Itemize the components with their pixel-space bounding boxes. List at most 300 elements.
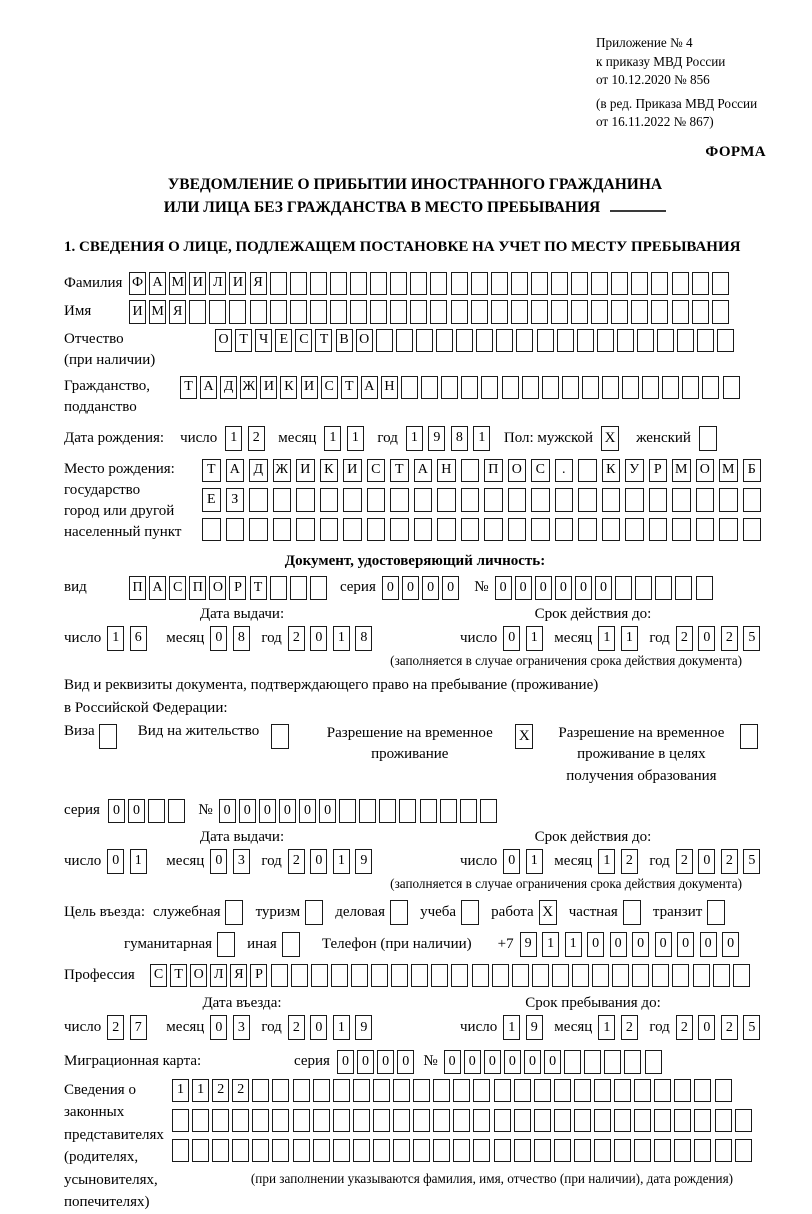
form-cell[interactable] <box>431 964 448 988</box>
form-cell[interactable] <box>433 1109 450 1133</box>
form-cell[interactable] <box>330 272 347 296</box>
form-cell[interactable] <box>514 1079 531 1103</box>
form-cell[interactable]: Т <box>390 459 409 483</box>
form-cell[interactable]: 1 <box>324 426 341 451</box>
form-cell[interactable]: 6 <box>130 626 147 651</box>
form-cell[interactable] <box>582 376 599 400</box>
form-cell[interactable] <box>436 329 453 353</box>
form-cell[interactable] <box>148 799 165 823</box>
form-cell[interactable] <box>413 1139 430 1163</box>
form-cell[interactable] <box>694 1079 711 1103</box>
form-cell[interactable] <box>291 964 308 988</box>
form-cell[interactable] <box>717 329 734 353</box>
form-cell[interactable] <box>604 1050 621 1074</box>
form-cell[interactable]: 9 <box>355 1015 372 1040</box>
form-cell[interactable]: А <box>361 376 378 400</box>
form-cell[interactable]: 2 <box>288 849 305 874</box>
form-cell[interactable] <box>168 799 185 823</box>
form-cell[interactable] <box>514 1109 531 1133</box>
form-cell[interactable] <box>707 900 725 925</box>
form-cell[interactable] <box>333 1139 350 1163</box>
form-cell[interactable]: 2 <box>676 626 693 651</box>
form-cell[interactable] <box>370 272 387 296</box>
form-cell[interactable] <box>564 1050 581 1074</box>
form-cell[interactable]: 0 <box>698 626 715 651</box>
form-cell[interactable]: 0 <box>722 932 739 957</box>
form-cell[interactable] <box>396 329 413 353</box>
form-cell[interactable] <box>451 272 468 296</box>
form-cell[interactable] <box>623 900 641 925</box>
form-cell[interactable]: Р <box>649 459 668 483</box>
form-cell[interactable]: И <box>229 272 246 296</box>
form-cell[interactable] <box>343 518 362 542</box>
form-cell[interactable]: 1 <box>503 1015 520 1040</box>
form-cell[interactable] <box>617 329 634 353</box>
form-cell[interactable]: 8 <box>451 426 468 451</box>
form-cell[interactable] <box>333 1109 350 1133</box>
form-cell[interactable]: С <box>150 964 167 988</box>
form-cell[interactable] <box>531 518 550 542</box>
form-cell[interactable]: О <box>215 329 232 353</box>
form-cell[interactable] <box>554 1109 571 1133</box>
form-cell[interactable] <box>229 300 246 324</box>
form-cell[interactable] <box>672 300 689 324</box>
form-cell[interactable]: Т <box>170 964 187 988</box>
form-cell[interactable] <box>697 329 714 353</box>
form-cell[interactable] <box>602 376 619 400</box>
form-cell[interactable] <box>451 964 468 988</box>
form-cell[interactable] <box>494 1079 511 1103</box>
form-cell[interactable] <box>202 518 221 542</box>
form-cell[interactable]: 1 <box>172 1079 189 1103</box>
form-cell[interactable] <box>674 1079 691 1103</box>
form-cell[interactable] <box>594 1109 611 1133</box>
form-cell[interactable] <box>410 272 427 296</box>
form-cell[interactable]: 1 <box>333 849 350 874</box>
form-cell[interactable] <box>614 1109 631 1133</box>
form-cell[interactable] <box>252 1109 269 1133</box>
form-cell[interactable] <box>272 1109 289 1133</box>
form-cell[interactable]: 0 <box>310 1015 327 1040</box>
form-cell[interactable] <box>272 1139 289 1163</box>
form-cell[interactable]: 2 <box>621 849 638 874</box>
form-cell[interactable] <box>635 576 652 600</box>
form-cell[interactable] <box>249 488 268 512</box>
form-cell[interactable] <box>440 799 457 823</box>
form-cell[interactable] <box>651 300 668 324</box>
form-cell[interactable] <box>574 1139 591 1163</box>
form-cell[interactable]: О <box>209 576 226 600</box>
form-cell[interactable]: С <box>169 576 186 600</box>
form-cell[interactable]: 0 <box>524 1050 541 1074</box>
form-cell[interactable]: 3 <box>233 849 250 874</box>
form-cell[interactable] <box>370 300 387 324</box>
form-cell[interactable] <box>649 518 668 542</box>
form-cell[interactable] <box>350 272 367 296</box>
form-cell[interactable] <box>551 300 568 324</box>
form-cell[interactable] <box>654 1109 671 1133</box>
form-cell[interactable]: М <box>719 459 738 483</box>
form-cell[interactable] <box>655 576 672 600</box>
form-cell[interactable] <box>672 964 689 988</box>
form-cell[interactable] <box>614 1139 631 1163</box>
form-cell[interactable] <box>511 300 528 324</box>
form-cell[interactable]: С <box>321 376 338 400</box>
form-cell[interactable]: 2 <box>621 1015 638 1040</box>
form-cell[interactable] <box>225 900 243 925</box>
form-cell[interactable] <box>421 376 438 400</box>
form-cell[interactable] <box>311 964 328 988</box>
form-cell[interactable] <box>740 724 758 749</box>
form-cell[interactable] <box>359 799 376 823</box>
form-cell[interactable] <box>390 488 409 512</box>
form-cell[interactable] <box>296 488 315 512</box>
form-cell[interactable]: И <box>260 376 277 400</box>
form-cell[interactable] <box>437 488 456 512</box>
form-cell[interactable]: 1 <box>542 932 559 957</box>
form-cell[interactable]: 0 <box>377 1050 394 1074</box>
form-cell[interactable] <box>712 272 729 296</box>
form-cell[interactable]: 0 <box>495 576 512 600</box>
form-cell[interactable]: З <box>226 488 245 512</box>
form-cell[interactable]: 0 <box>397 1050 414 1074</box>
form-cell[interactable]: А <box>414 459 433 483</box>
form-cell[interactable]: Л <box>209 272 226 296</box>
form-cell[interactable] <box>557 329 574 353</box>
form-cell[interactable] <box>723 376 740 400</box>
form-cell[interactable]: П <box>189 576 206 600</box>
form-cell[interactable]: С <box>295 329 312 353</box>
form-cell[interactable] <box>696 488 715 512</box>
form-cell[interactable] <box>390 272 407 296</box>
form-cell[interactable]: 0 <box>310 849 327 874</box>
form-cell[interactable] <box>373 1109 390 1133</box>
form-cell[interactable] <box>313 1109 330 1133</box>
form-cell[interactable] <box>492 964 509 988</box>
form-cell[interactable]: А <box>149 576 166 600</box>
form-cell[interactable] <box>212 1139 229 1163</box>
form-cell[interactable] <box>414 518 433 542</box>
form-cell[interactable]: 1 <box>347 426 364 451</box>
form-cell[interactable] <box>390 900 408 925</box>
form-cell[interactable]: 1 <box>598 626 615 651</box>
form-cell[interactable] <box>611 300 628 324</box>
form-cell[interactable] <box>273 518 292 542</box>
form-cell[interactable] <box>212 1109 229 1133</box>
form-cell[interactable] <box>555 488 574 512</box>
form-cell[interactable] <box>572 964 589 988</box>
form-cell[interactable] <box>473 1109 490 1133</box>
form-cell[interactable] <box>353 1079 370 1103</box>
form-cell[interactable]: Н <box>381 376 398 400</box>
form-cell[interactable]: 1 <box>565 932 582 957</box>
form-cell[interactable] <box>537 329 554 353</box>
form-cell[interactable] <box>453 1079 470 1103</box>
form-cell[interactable] <box>172 1109 189 1133</box>
form-cell[interactable]: 0 <box>544 1050 561 1074</box>
form-cell[interactable] <box>522 376 539 400</box>
form-cell[interactable] <box>719 518 738 542</box>
form-cell[interactable] <box>416 329 433 353</box>
form-cell[interactable]: 0 <box>632 932 649 957</box>
form-cell[interactable] <box>320 488 339 512</box>
form-cell[interactable] <box>282 932 300 957</box>
form-cell[interactable] <box>735 1139 752 1163</box>
form-cell[interactable] <box>484 518 503 542</box>
form-cell[interactable]: И <box>296 459 315 483</box>
form-cell[interactable] <box>290 576 307 600</box>
form-cell[interactable] <box>331 964 348 988</box>
form-cell[interactable]: Ж <box>240 376 257 400</box>
form-cell[interactable] <box>735 1109 752 1133</box>
form-cell[interactable] <box>460 799 477 823</box>
form-cell[interactable] <box>634 1079 651 1103</box>
form-cell[interactable]: 0 <box>555 576 572 600</box>
form-cell[interactable] <box>615 576 632 600</box>
form-cell[interactable] <box>290 300 307 324</box>
form-cell[interactable] <box>232 1139 249 1163</box>
form-cell[interactable]: К <box>280 376 297 400</box>
form-cell[interactable]: 0 <box>337 1050 354 1074</box>
form-cell[interactable] <box>594 1139 611 1163</box>
form-cell[interactable] <box>642 376 659 400</box>
form-cell[interactable] <box>674 1139 691 1163</box>
form-cell[interactable] <box>611 272 628 296</box>
form-cell[interactable]: X <box>601 426 619 451</box>
form-cell[interactable] <box>645 1050 662 1074</box>
form-cell[interactable]: И <box>189 272 206 296</box>
form-cell[interactable] <box>597 329 614 353</box>
form-cell[interactable] <box>350 300 367 324</box>
form-cell[interactable] <box>484 488 503 512</box>
form-cell[interactable]: 0 <box>299 799 316 823</box>
form-cell[interactable] <box>715 1109 732 1133</box>
form-cell[interactable]: 0 <box>503 626 520 651</box>
form-cell[interactable] <box>696 576 713 600</box>
form-cell[interactable] <box>433 1079 450 1103</box>
form-cell[interactable] <box>622 376 639 400</box>
form-cell[interactable] <box>702 376 719 400</box>
form-cell[interactable]: 0 <box>210 1015 227 1040</box>
form-cell[interactable] <box>471 300 488 324</box>
form-cell[interactable]: 0 <box>464 1050 481 1074</box>
form-cell[interactable] <box>476 329 493 353</box>
form-cell[interactable] <box>270 300 287 324</box>
form-cell[interactable] <box>453 1109 470 1133</box>
form-cell[interactable] <box>413 1109 430 1133</box>
form-cell[interactable]: 0 <box>698 1015 715 1040</box>
form-cell[interactable] <box>271 724 289 749</box>
form-cell[interactable] <box>414 488 433 512</box>
form-cell[interactable] <box>657 329 674 353</box>
form-cell[interactable] <box>675 576 692 600</box>
form-cell[interactable] <box>313 1079 330 1103</box>
form-cell[interactable] <box>651 272 668 296</box>
form-cell[interactable] <box>399 799 416 823</box>
form-cell[interactable] <box>481 376 498 400</box>
form-cell[interactable] <box>192 1139 209 1163</box>
form-cell[interactable] <box>554 1079 571 1103</box>
form-cell[interactable] <box>413 1079 430 1103</box>
form-cell[interactable]: О <box>696 459 715 483</box>
form-cell[interactable] <box>574 1079 591 1103</box>
form-cell[interactable]: 0 <box>610 932 627 957</box>
form-cell[interactable] <box>672 272 689 296</box>
form-cell[interactable]: О <box>190 964 207 988</box>
form-cell[interactable] <box>494 1139 511 1163</box>
form-cell[interactable] <box>320 518 339 542</box>
form-cell[interactable]: 2 <box>676 1015 693 1040</box>
form-cell[interactable] <box>637 329 654 353</box>
form-cell[interactable] <box>634 1139 651 1163</box>
form-cell[interactable]: М <box>672 459 691 483</box>
form-cell[interactable] <box>508 488 527 512</box>
form-cell[interactable] <box>189 300 206 324</box>
form-cell[interactable] <box>252 1079 269 1103</box>
form-cell[interactable] <box>461 900 479 925</box>
form-cell[interactable]: М <box>149 300 166 324</box>
form-cell[interactable] <box>674 1109 691 1133</box>
form-cell[interactable] <box>410 300 427 324</box>
form-cell[interactable]: 2 <box>212 1079 229 1103</box>
form-cell[interactable]: 1 <box>621 626 638 651</box>
form-cell[interactable] <box>571 300 588 324</box>
form-cell[interactable] <box>373 1079 390 1103</box>
form-cell[interactable] <box>226 518 245 542</box>
form-cell[interactable]: 0 <box>700 932 717 957</box>
form-cell[interactable]: Я <box>250 272 267 296</box>
form-cell[interactable]: Т <box>315 329 332 353</box>
form-cell[interactable] <box>461 488 480 512</box>
form-cell[interactable] <box>534 1079 551 1103</box>
form-cell[interactable] <box>430 300 447 324</box>
form-cell[interactable]: 0 <box>310 626 327 651</box>
form-cell[interactable] <box>391 964 408 988</box>
form-cell[interactable] <box>631 300 648 324</box>
form-cell[interactable] <box>614 1079 631 1103</box>
form-cell[interactable] <box>296 518 315 542</box>
form-cell[interactable] <box>491 300 508 324</box>
form-cell[interactable]: 2 <box>721 626 738 651</box>
form-cell[interactable] <box>232 1109 249 1133</box>
form-cell[interactable]: 8 <box>233 626 250 651</box>
form-cell[interactable] <box>631 272 648 296</box>
form-cell[interactable]: 2 <box>288 626 305 651</box>
form-cell[interactable] <box>591 300 608 324</box>
form-cell[interactable] <box>542 376 559 400</box>
form-cell[interactable] <box>473 1079 490 1103</box>
form-cell[interactable]: 0 <box>535 576 552 600</box>
form-cell[interactable]: 2 <box>107 1015 124 1040</box>
form-cell[interactable] <box>339 799 356 823</box>
form-cell[interactable] <box>591 272 608 296</box>
form-cell[interactable] <box>512 964 529 988</box>
form-cell[interactable]: С <box>367 459 386 483</box>
form-cell[interactable]: 1 <box>192 1079 209 1103</box>
form-cell[interactable]: 1 <box>598 1015 615 1040</box>
form-cell[interactable]: 0 <box>219 799 236 823</box>
form-cell[interactable] <box>715 1139 732 1163</box>
form-cell[interactable] <box>367 518 386 542</box>
form-cell[interactable]: Б <box>743 459 762 483</box>
form-cell[interactable] <box>473 1139 490 1163</box>
form-cell[interactable]: 3 <box>233 1015 250 1040</box>
form-cell[interactable]: 9 <box>520 932 537 957</box>
form-cell[interactable]: Ж <box>273 459 292 483</box>
form-cell[interactable]: 1 <box>130 849 147 874</box>
form-cell[interactable] <box>310 576 327 600</box>
form-cell[interactable]: И <box>129 300 146 324</box>
form-cell[interactable] <box>343 488 362 512</box>
form-cell[interactable]: 2 <box>721 1015 738 1040</box>
form-cell[interactable] <box>534 1109 551 1133</box>
form-cell[interactable]: П <box>484 459 503 483</box>
form-cell[interactable]: К <box>320 459 339 483</box>
form-cell[interactable]: С <box>531 459 550 483</box>
form-cell[interactable]: Т <box>341 376 358 400</box>
form-cell[interactable] <box>290 272 307 296</box>
form-cell[interactable]: 0 <box>503 849 520 874</box>
form-cell[interactable] <box>719 488 738 512</box>
form-cell[interactable]: А <box>226 459 245 483</box>
form-cell[interactable]: П <box>129 576 146 600</box>
form-cell[interactable] <box>602 488 621 512</box>
form-cell[interactable] <box>534 1139 551 1163</box>
form-cell[interactable] <box>652 964 669 988</box>
form-cell[interactable] <box>531 300 548 324</box>
form-cell[interactable]: 1 <box>473 426 490 451</box>
form-cell[interactable]: 1 <box>107 626 124 651</box>
form-cell[interactable]: Я <box>230 964 247 988</box>
form-cell[interactable]: 7 <box>130 1015 147 1040</box>
form-cell[interactable] <box>401 376 418 400</box>
form-cell[interactable] <box>217 932 235 957</box>
form-cell[interactable]: 5 <box>743 1015 760 1040</box>
form-cell[interactable] <box>694 1139 711 1163</box>
form-cell[interactable] <box>373 1139 390 1163</box>
form-cell[interactable] <box>471 272 488 296</box>
form-cell[interactable] <box>555 518 574 542</box>
form-cell[interactable] <box>713 964 730 988</box>
form-cell[interactable]: 5 <box>743 626 760 651</box>
form-cell[interactable]: Т <box>180 376 197 400</box>
form-cell[interactable] <box>531 488 550 512</box>
form-cell[interactable]: 0 <box>239 799 256 823</box>
form-cell[interactable] <box>682 376 699 400</box>
form-cell[interactable] <box>692 300 709 324</box>
form-cell[interactable]: 1 <box>598 849 615 874</box>
form-cell[interactable] <box>699 426 717 451</box>
form-cell[interactable] <box>472 964 489 988</box>
form-cell[interactable]: М <box>169 272 186 296</box>
form-cell[interactable] <box>461 376 478 400</box>
form-cell[interactable] <box>271 964 288 988</box>
form-cell[interactable] <box>480 799 497 823</box>
form-cell[interactable]: 0 <box>210 849 227 874</box>
form-cell[interactable] <box>733 964 750 988</box>
form-cell[interactable] <box>390 300 407 324</box>
form-cell[interactable] <box>511 272 528 296</box>
form-cell[interactable] <box>371 964 388 988</box>
form-cell[interactable] <box>677 329 694 353</box>
form-cell[interactable] <box>293 1109 310 1133</box>
form-cell[interactable] <box>516 329 533 353</box>
form-cell[interactable] <box>602 518 621 542</box>
form-cell[interactable]: 0 <box>444 1050 461 1074</box>
form-cell[interactable] <box>353 1139 370 1163</box>
form-cell[interactable]: Н <box>437 459 456 483</box>
form-cell[interactable] <box>310 272 327 296</box>
